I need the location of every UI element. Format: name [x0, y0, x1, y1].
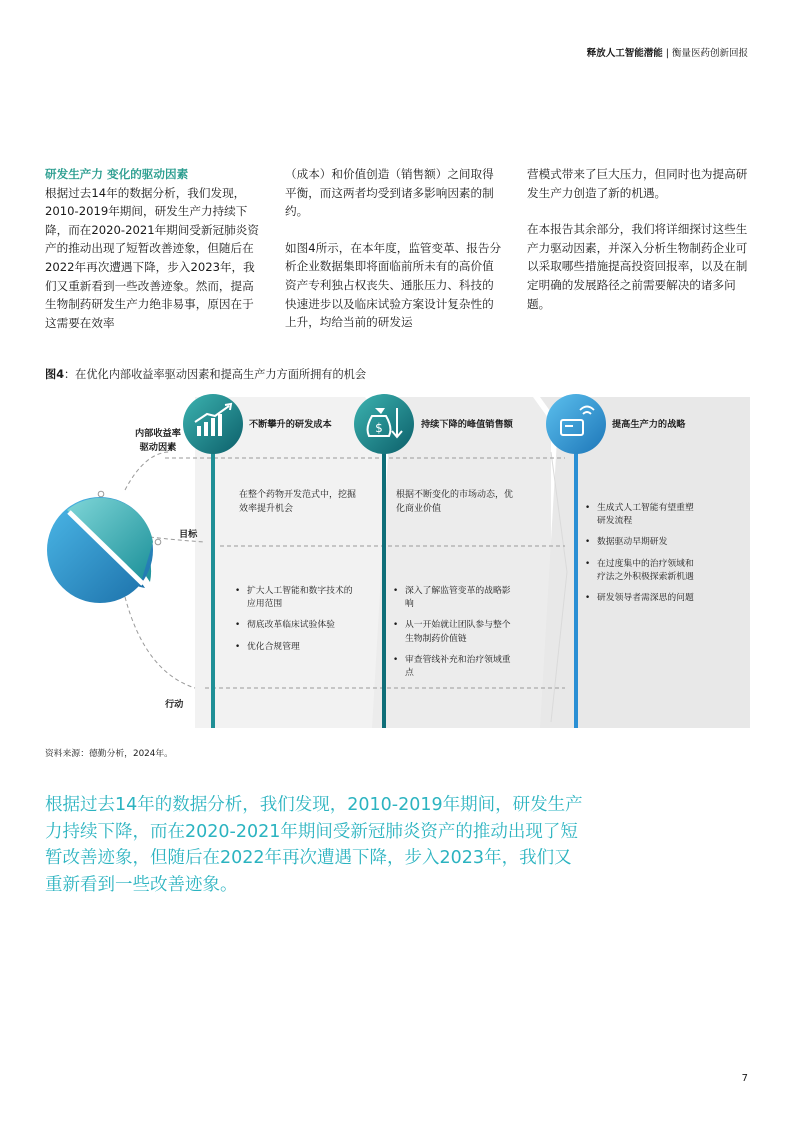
source-note: 资料来源：德勤分析，2024年。: [45, 749, 173, 759]
figure-caption: ：在优化内部收益率驱动因素和提高生产力方面所拥有的机会: [63, 368, 367, 381]
section-title-2: 持续下降的峰值销售额: [421, 419, 513, 430]
action-2-2: • 从一开始就让团队参与整个生物制药价值链: [393, 619, 515, 645]
header-subtitle: 衡量医药创新回报: [671, 48, 748, 59]
section-title-3: 提高生产力的战略: [612, 419, 686, 430]
action-1-3: • 优化合规管理: [235, 641, 360, 654]
column-2-paragraph-1: （成本）和价值创造（销售额）之间取得平衡，而这两者均受到诸多影响因素的制约。: [285, 167, 494, 219]
column-1-text: 根据过去14年的数据分析，我们发现，2010-2019年期间，研发生产力持续下降，而在2020-2021年期间受新冠肺炎资产的推动出现了短暂改善迹象，但随后在2022年再次遭遇下降，步入2023年，我们又重新看到一些改善迹象。然而，提高生物制药研发生产力绝非易事，原因在于这需要在效率: [45, 185, 259, 330]
column-3-paragraph-2: 在本报告其余部分，我们将详细探讨这些生产力驱动因素，并深入分析生物制药企业可以采取哪些措施提高投资回报率，以及在制定明确的发展路径之前需要解决的诸多问题。: [527, 222, 748, 311]
page-number: 7: [741, 1073, 748, 1084]
action-3-1: • 生成式人工智能有望重塑研发流程: [585, 502, 700, 528]
action-3-4: • 研发领导者需深思的问题: [585, 592, 700, 605]
label-action: 行动: [165, 699, 184, 710]
pull-quote: 根据过去14年的数据分析，我们发现，2010-2019年期间，研发生产力持续下降，而在2020-2021年期间受新冠肺炎资产的推动出现了短暂改善迹象，但随后在2022年再次遭遇下降，步入2023年，我们又重新看到一些改善迹象。: [45, 795, 583, 895]
action-1-1: • 扩大人工智能和数字技术的应用范围: [235, 585, 360, 611]
label-goal: 目标: [179, 529, 198, 540]
column-3: [527, 165, 749, 313]
action-2-3: • 审查管线补充和治疗领域重点: [393, 654, 515, 680]
header-title: 释放人工智能潜能: [586, 48, 663, 59]
svg-text:$: $: [375, 421, 383, 435]
goal-2: 根据不断变化的市场动态，优化商业价值: [396, 490, 514, 514]
column-1: [45, 165, 265, 332]
figure-title: [45, 366, 366, 382]
money-bag-icon: [354, 394, 414, 454]
bar-2: [382, 430, 386, 728]
column-2-paragraph-2: 如图4所示，在本年度，监管变革、报告分析企业数据集即将面临前所未有的高价值资产专利独占权丧失、通胀压力、科技的快速进步以及临床试验方案设计复杂性的上升，均给当前的研发运: [285, 240, 502, 330]
action-3-3: • 在过度集中的治疗领域和疗法之外积极探索新机遇: [585, 558, 700, 584]
figure-label: 图4: [45, 368, 64, 381]
growth-chart-icon: [183, 394, 243, 454]
actions-list-3: [585, 502, 700, 613]
actions-list-2: [393, 585, 515, 688]
body-columns: [45, 165, 750, 335]
arc-bottom: [125, 597, 195, 688]
figure-4: [45, 392, 750, 728]
action-2-1: • 深入了解监管变革的战略影响: [393, 585, 515, 611]
dot-top: [98, 491, 104, 497]
bar-3: [574, 430, 578, 728]
split-circle-icon: [47, 497, 153, 603]
column-2: [285, 165, 505, 332]
section-heading: 研发生产力 变化的驱动因素: [45, 167, 189, 181]
actions-list-1: [235, 585, 360, 662]
label-irr-drivers: 内部收益率 驱动因素: [135, 428, 181, 453]
dot-mid: [155, 539, 161, 545]
section-title-1: 不断攀升的研发成本: [249, 419, 332, 430]
page-header: [587, 45, 748, 59]
column-3-paragraph-1: 营模式带来了巨大压力，但同时也为提高研发生产力创造了新的机遇。: [527, 167, 748, 200]
bar-1: [211, 430, 215, 728]
contactless-card-icon: [546, 394, 606, 454]
arc-top: [125, 452, 170, 490]
action-1-2: • 彻底改革临床试验体验: [235, 619, 360, 632]
action-3-2: • 数据驱动早期研发: [585, 536, 700, 549]
header-separator: |: [665, 48, 669, 59]
goal-1: 在整个药物开发范式中，挖掘效率提升机会: [239, 490, 357, 514]
